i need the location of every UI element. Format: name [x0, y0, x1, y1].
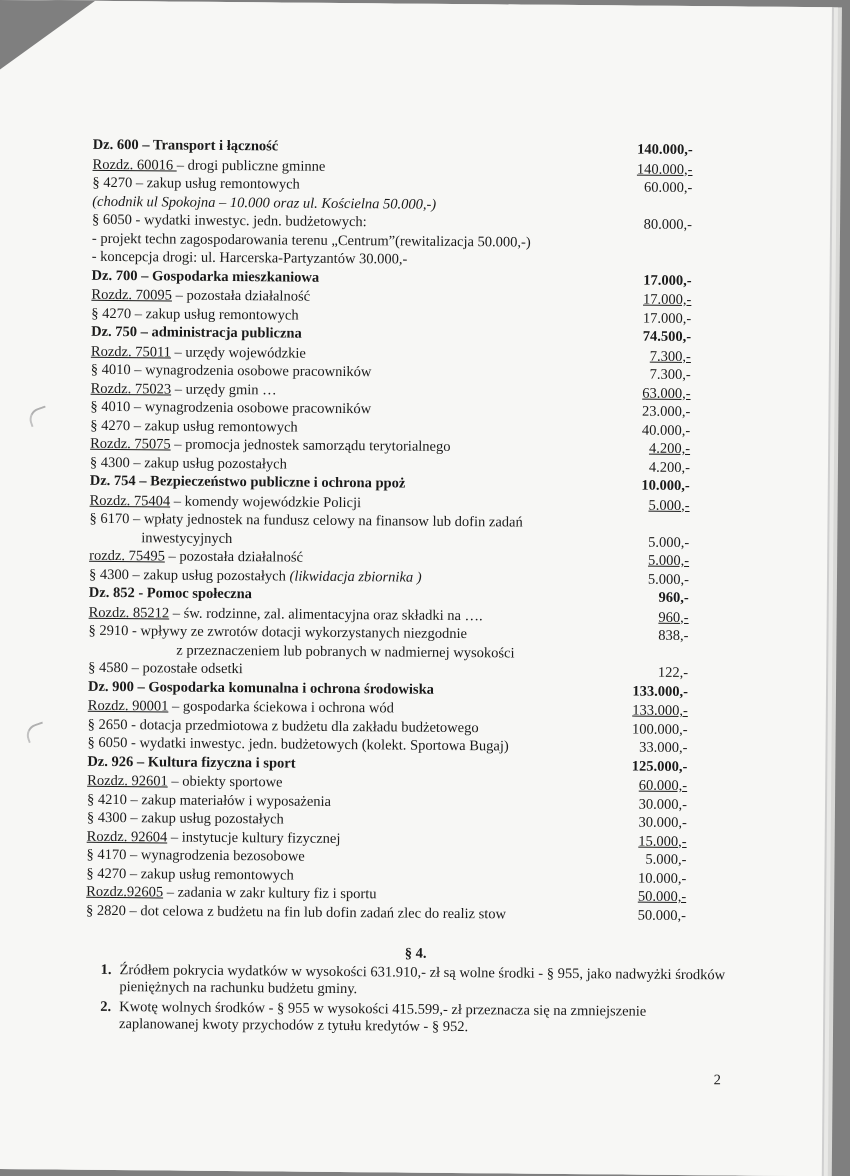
row-amount: 74.500,-	[642, 328, 692, 346]
row-label	[87, 790, 331, 811]
row-amount: 140.000,-	[637, 141, 693, 159]
punch-hole-mark	[26, 405, 50, 427]
row-text: § 4300 – zakup usług pozostałych	[88, 566, 290, 585]
row-text: Dz. 700 – Gospodarka mieszkaniowa	[91, 267, 320, 286]
row-amount: 838,-	[658, 627, 689, 645]
row-amount: 5.000,-	[647, 571, 690, 588]
row-text: – urzędy gmin …	[171, 381, 277, 398]
row-text: § 4010 – wynagrodzenia osobowe pracowników	[90, 361, 372, 381]
row-text: (chodnik ul Spokojna – 10.000 oraz ul. Kościelna 50.000,-)	[92, 193, 437, 213]
row-note: (likwidacja zbiornika )	[289, 568, 422, 586]
row-text: § 4300 – zakup usług pozostałych	[89, 454, 287, 473]
row-label	[87, 752, 295, 773]
chapter-code: rozdz. 75495	[89, 547, 165, 565]
row-text: - koncepcja drogi: ul. Harcerska-Partyzantów 30.000,-	[91, 248, 408, 268]
row-label	[86, 883, 376, 904]
list-item	[85, 999, 725, 1039]
row-amount: 960,-	[658, 589, 689, 607]
row-text: § 6170 – wpłaty jednostek na fundusz celowy na finansow lub dofin zadań	[89, 510, 523, 531]
row-amount: 33.000,-	[639, 739, 688, 757]
row-text: Dz. 900 – Gospodarka komunalna i ochrona środowiska	[87, 678, 435, 698]
list-item-text: Źródłem pokrycia wydatków w wysokości 631.910,- zł są wolne środki - § 955, jako nadwyżki środków pieniężnych na rachunku budżetu gminy.	[119, 962, 726, 998]
row-text: § 2650 - dotacja przedmiotowa z budżetu dla zakładu budżetowego	[87, 716, 479, 736]
section-4	[85, 943, 726, 1042]
folded-corner	[0, 0, 95, 71]
row-text: Dz. 600 – Transport i łączność	[92, 136, 279, 155]
row-amount: 140.000,-	[636, 161, 693, 178]
section-title: § 4.	[404, 945, 427, 962]
row-text: – gospodarka ściekowa i ochrona wód	[168, 698, 394, 717]
chapter-code: Rozdz. 75075	[90, 435, 171, 453]
row-amount: 4.200,-	[648, 440, 691, 458]
row-text: z przeznaczeniem lub pobranych w nadmiernej wysokości	[176, 642, 515, 662]
row-text: § 4580 – pozostałe odsetki	[88, 659, 243, 678]
row-text: – pozostała działalność	[171, 287, 311, 305]
row-label	[91, 342, 306, 362]
row-amount: 100.000,-	[631, 721, 688, 738]
row-text: § 4300 – zakup usług pozostałych	[86, 809, 284, 828]
row-text: § 4170 – wynagrodzenia bezosobowe	[86, 846, 305, 865]
row-amount: 5.000,-	[645, 851, 687, 869]
row-text: § 2910 - wpływy ze zwrotów dotacji wykorzystanych niezgodnie	[88, 622, 468, 643]
row-text: § 2820 – dot celowa z budżetu na fin lub dofin zadań zlec do realiz stow	[85, 902, 507, 922]
chapter-code: Rozdz. 60016	[92, 156, 177, 174]
row-label	[89, 584, 252, 605]
row-amount: 122,-	[657, 664, 689, 682]
row-amount: 960,-	[658, 609, 689, 626]
row-label	[91, 286, 310, 306]
row-amount: 17.000,-	[643, 272, 692, 289]
row-amount: 5.000,-	[648, 534, 690, 551]
row-amount: 125.000,-	[631, 758, 688, 775]
row-label	[90, 398, 371, 419]
row-text: – instytucje kultury fizycznej	[167, 828, 341, 847]
row-label	[91, 361, 372, 382]
row-amount: 5.000,-	[648, 497, 690, 514]
row-amount: 60.000,-	[643, 179, 693, 197]
row-amount: 63.000,-	[642, 385, 691, 402]
row-label	[91, 304, 299, 324]
row-label	[86, 864, 294, 884]
row-label	[93, 136, 279, 157]
chapter-code: Rozdz. 92601	[87, 772, 168, 790]
chapter-code: Rozdz. 90001	[87, 697, 169, 715]
row-label	[91, 379, 277, 399]
row-amount: 10.000,-	[637, 870, 687, 887]
row-amount: 5.000,-	[647, 552, 690, 570]
row-label	[92, 155, 325, 176]
row-amount: 4.200,-	[648, 459, 691, 476]
row-text: § 6050 - wydatki inwestyc. jedn. budżetowych:	[92, 211, 367, 231]
row-label	[92, 174, 300, 194]
row-text: – obiekty sportowe	[167, 773, 283, 791]
chapter-code: Rozdz. 75011	[90, 343, 172, 361]
row-amount: 30.000,-	[638, 796, 688, 813]
row-text: – komendy wojewódzkie Policji	[170, 493, 362, 511]
chapter-code: Rozdz. 75404	[89, 492, 171, 510]
row-text: inwestycyjnych	[141, 529, 233, 547]
row-amount: 17.000,-	[642, 310, 692, 327]
row-text: – urzędy wojewódzkie	[170, 344, 306, 362]
row-text: - projekt techn zagospodarowania terenu „Centrum”(rewitalizacja 50.000,-)	[91, 230, 531, 251]
chapter-code: Rozdz. 85212	[88, 604, 170, 621]
row-text: – zadania w zakr kultury fiz i sportu	[163, 884, 377, 903]
chapter-code: Rozdz. 75023	[90, 380, 172, 398]
punch-hole-mark	[24, 721, 48, 743]
row-amount: 60.000,-	[638, 777, 688, 795]
row-text: Dz. 750 – administracja publiczna	[91, 323, 302, 342]
row-amount: 40.000,-	[641, 422, 691, 439]
row-amount: 30.000,-	[638, 814, 687, 832]
row-amount: 133.000,-	[632, 683, 689, 700]
list-item-number: 1.	[100, 961, 112, 979]
row-amount: 50.000,-	[637, 888, 687, 906]
row-text: – św. rodzinne, zal. alimentacyjna oraz składki na ….	[169, 605, 483, 624]
row-label	[91, 323, 302, 344]
row-text: Dz. 852 - Pomoc społeczna	[88, 584, 252, 603]
row-label	[90, 416, 298, 436]
row-label	[88, 659, 243, 679]
row-text: § 4270 – zakup usług remontowych	[91, 305, 299, 324]
row-amount: 7.300,-	[649, 348, 691, 365]
row-text: – promocja jednostek samorządu terytorialnego	[170, 436, 451, 455]
row-text: – drogi publiczne gminne	[176, 157, 326, 175]
row-text: Dz. 926 – Kultura fizyczna i sport	[87, 753, 296, 772]
row-amount: 80.000,-	[643, 216, 693, 234]
row-text: – pozostała działalność	[164, 548, 304, 566]
row-text: § 4210 – zakup materiałów i wyposażenia	[86, 791, 332, 810]
row-label	[87, 772, 282, 792]
chapter-code: Rozdz. 92604	[86, 828, 168, 845]
row-label	[89, 528, 232, 548]
row-text: Dz. 754 – Bezpieczeństwo publiczne i ochrona ppoż	[89, 472, 406, 492]
row-label	[86, 901, 506, 923]
item-row	[86, 901, 686, 925]
row-label	[92, 266, 320, 287]
row-label	[90, 491, 362, 512]
chapter-code: Rozdz. 70095	[91, 286, 173, 304]
page-number: 2	[713, 1072, 721, 1089]
row-amount: 15.000,-	[638, 833, 687, 850]
list-item	[85, 962, 725, 1002]
row-label	[92, 211, 367, 232]
row-label	[89, 547, 303, 567]
row-text: § 4270 – zakup usług remontowych	[90, 417, 298, 436]
row-text: § 4010 – wynagrodzenia osobowe pracowników	[90, 398, 372, 418]
row-amount: 23.000,-	[642, 403, 691, 421]
row-text: § 4270 – zakup usług remontowych	[86, 865, 294, 884]
chapter-code: Rozdz.92605	[86, 883, 164, 901]
budget-table	[86, 136, 693, 925]
row-amount: 7.300,-	[649, 366, 691, 384]
row-text: § 4270 – zakup usług remontowych	[92, 174, 300, 193]
list-item-text: Kwotę wolnych środków - § 955 w wysokości 415.599,- zł przeznacza się na zmniejszenie zaplanowanej kwoty przychodów z tytułu kredytów - § 952.	[118, 999, 647, 1036]
row-label	[86, 846, 304, 866]
row-label	[90, 453, 287, 473]
row-amount: 17.000,-	[642, 291, 692, 309]
list-item-number: 2.	[100, 998, 112, 1016]
row-label	[87, 827, 341, 848]
row-label	[87, 809, 284, 829]
row-amount: 133.000,-	[632, 702, 688, 720]
row-text: § 6050 - wydatki inwestyc. jedn. budżetowych (kolekt. Sportowa Bugaj)	[87, 734, 509, 755]
row-amount: 10.000,-	[641, 477, 690, 495]
row-amount: 50.000,-	[637, 907, 687, 924]
row-label	[90, 472, 406, 494]
